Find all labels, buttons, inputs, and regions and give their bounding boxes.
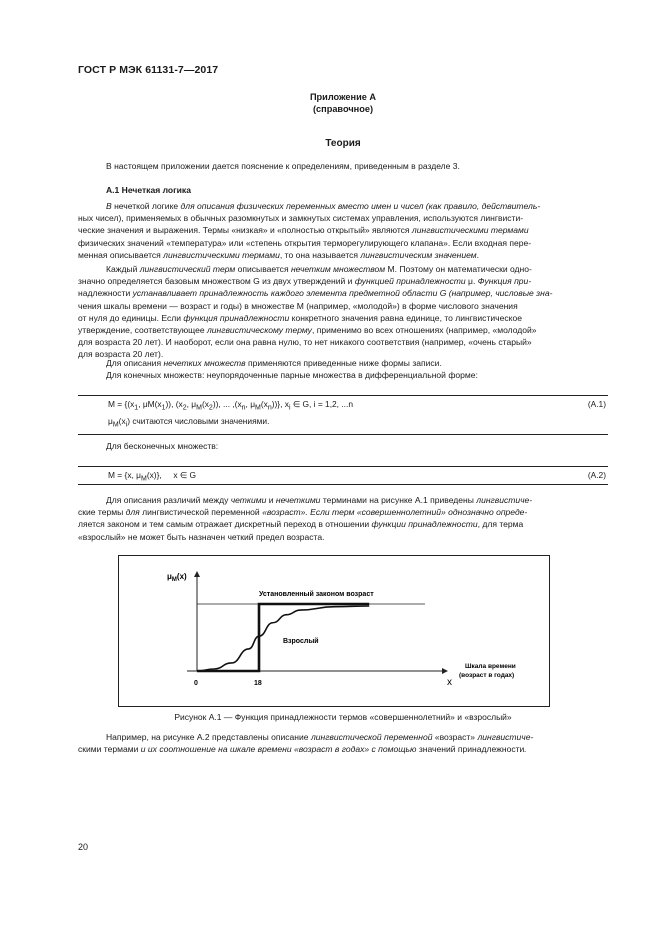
text-line xyxy=(78,312,608,324)
text-line xyxy=(78,731,608,743)
text-run: М. Поэтому он математически одно- xyxy=(385,264,532,274)
text-run: менная описывается xyxy=(78,249,164,260)
page-number: 20 xyxy=(78,842,89,852)
italic-term: В xyxy=(106,201,115,211)
text-run: ческие значения и выражения. Термы «низкая» и «полностью открытый» являются xyxy=(78,225,412,236)
italic-term: для xyxy=(123,507,143,518)
italic-term: . xyxy=(524,744,527,755)
text-run: значно определяется базовым множеством G из двух утверждений и xyxy=(78,276,355,287)
text-line xyxy=(78,743,608,755)
text-run: надлежности xyxy=(78,288,131,299)
paragraph-2 xyxy=(78,263,608,361)
text-run: Например, на рисунке А.2 представлены описание xyxy=(106,732,311,742)
formula-a1-note: $\mu_M(x_i)$ считаются числовыми значениями. xyxy=(108,416,270,429)
text-run: μ. xyxy=(465,276,478,287)
text-run: чения шкалы времени — возраст и годы) в множестве М (например, «молодой») в форме числового значения xyxy=(78,300,518,311)
text-line xyxy=(78,531,608,543)
text-run: «взрослый» не может быть назначен четкий предел возраста. xyxy=(78,531,325,542)
appendix-heading: Теория xyxy=(325,138,361,149)
text-line xyxy=(78,200,608,212)
text-run: для возраста 20 лет). xyxy=(78,349,164,360)
text-line xyxy=(78,249,608,261)
tick-label-18: 18 xyxy=(254,680,262,687)
text-run: нечеткой логике xyxy=(114,201,179,211)
text-run: описывается xyxy=(235,264,291,274)
document-header: ГОСТ Р МЭК 61131-7—2017 xyxy=(78,64,219,76)
text-line xyxy=(78,518,608,530)
formula-a2: М = {x, $\mu_M(x)$}, x ∈ G xyxy=(108,470,197,483)
text-run: лингвистической переменной xyxy=(142,507,260,518)
text-line xyxy=(78,275,608,287)
text-run: конкретного значения равна единице, то лингвистическое xyxy=(289,312,522,323)
figure-a1-frame xyxy=(118,555,550,707)
formula-a1-number: (А.1) xyxy=(587,399,606,409)
text-run: . xyxy=(476,249,480,260)
text-line xyxy=(78,263,608,275)
text-run: , то она называется xyxy=(279,249,361,260)
italic-term: лингвистическими термами xyxy=(163,249,280,260)
paragraph-1 xyxy=(78,200,608,261)
text-run: значений принадлежности xyxy=(418,744,525,755)
italic-term: нечеткими xyxy=(275,495,321,505)
text-line xyxy=(78,494,608,506)
text-line xyxy=(78,506,608,518)
text-run: утверждение, соответствующее xyxy=(78,325,207,336)
text-line xyxy=(78,357,608,369)
text-run: терминами на рисунке А.1 приведены xyxy=(320,495,477,505)
paragraph-6 xyxy=(78,494,608,543)
italic-term: лингвистическому терму xyxy=(206,325,312,336)
formula-a2-number: (А.2) xyxy=(587,470,606,480)
text-run: Каждый xyxy=(106,264,140,274)
text-run: от нуля до единицы. Если xyxy=(78,312,184,323)
x-axis-label: x xyxy=(447,677,452,688)
italic-term: лингвистический терм xyxy=(139,264,236,274)
text-run: Для описания xyxy=(106,358,164,368)
italic-term: для описания физических переменных вместо имен и чисел (как правило, действитель- xyxy=(178,201,541,211)
italic-term: и их соотношение на шкале времени «возраст в годах» с помощью xyxy=(138,744,419,755)
text-line xyxy=(78,212,608,224)
text-line xyxy=(78,324,608,336)
italic-term: устанавливает принадлежность каждого элемента предметной области G (например, числовые зна- xyxy=(130,288,553,299)
text-run: , применимо во всех отношениях (например, «молодой» xyxy=(311,325,537,336)
scale-label-line1: Шкала времени xyxy=(465,663,516,670)
italic-term: функцией принадлежности xyxy=(354,276,466,287)
text-line xyxy=(78,224,608,236)
y-axis-label: $\mu_M(x)$ xyxy=(167,572,187,583)
formula-a1-box xyxy=(78,395,608,435)
intro-paragraph: В настоящем приложении дается пояснение к определениям, приведенным в разделе 3. xyxy=(106,161,460,171)
italic-term: Функция при- xyxy=(477,276,532,287)
text-run: физических значений «температура» или «степень открытия терморегулирующего клапана». Если входная пере- xyxy=(78,237,532,248)
text-run: ных чисел), применяемых в обычных разомкнутых и замкнутых системах управления, используются лингвисти- xyxy=(78,213,524,224)
italic-term: лингвистиче- xyxy=(476,495,533,505)
italic-term: лингвистиче- xyxy=(477,732,534,742)
italic-term: четкими xyxy=(230,495,267,505)
appendix-subtitle: (справочное) xyxy=(312,104,373,114)
text-run: ляется законом и тем самым отражает дискретный переход в отношении xyxy=(78,519,372,530)
section-title: А.1 Нечеткая логика xyxy=(106,185,191,195)
label-adult: Взрослый xyxy=(283,638,319,645)
membership-chart xyxy=(119,556,549,706)
appendix-title: Приложение А xyxy=(309,92,377,102)
paragraph-3 xyxy=(78,357,608,369)
text-run: и xyxy=(266,495,276,505)
scale-label-line2: (возраст в годах) xyxy=(459,672,515,679)
italic-term: «возраст». Если терм «совершеннолетний» однозначно опреде- xyxy=(259,507,528,518)
paragraph-7 xyxy=(78,731,608,755)
text-run: скими термами xyxy=(78,744,139,755)
tick-label-0: 0 xyxy=(194,680,198,687)
text-run: Для описания различий между xyxy=(106,495,231,505)
text-run: «возраст» xyxy=(432,732,478,742)
text-run: , для терма xyxy=(477,519,524,530)
italic-term: нечетким множеством xyxy=(290,264,386,274)
paragraph-5: Для бесконечных множеств: xyxy=(106,441,219,451)
formula-a1: $М = \{(x_1$, $\mu М(x_1)$), ($x_2$, $\mu_M(x_2)$), ... $,(x_n$, $\mu_M(x_n)$)}, $x_i$ ∈ G, i = 1,2, ...n xyxy=(108,399,353,412)
formula-a2-box xyxy=(78,466,608,485)
italic-term: лингвистической переменной xyxy=(310,732,433,742)
label-legal-age: Установленный законом возраст xyxy=(259,591,374,598)
italic-term: нечетких множеств xyxy=(163,358,246,368)
italic-term: лингвистическим значением xyxy=(360,249,477,260)
text-run: для возраста 20 лет). И наоборот, если она равна нулю, то нет никакого соответствия (например, «очень старый» xyxy=(78,337,532,348)
italic-term: лингвистическими термами xyxy=(411,225,529,236)
italic-term: функция принадлежности xyxy=(183,312,290,323)
text-line xyxy=(78,237,608,249)
text-run: применяются приведенные ниже формы записи. xyxy=(245,358,442,368)
figure-caption: Рисунок А.1 — Функция принадлежности термов «совершеннолетний» и «взрослый» xyxy=(174,712,512,722)
italic-term: функции принадлежности xyxy=(371,519,478,530)
text-run: ские термы xyxy=(78,507,124,518)
paragraph-4: Для конечных множеств: неупорядоченные парные множества в дифференциальной форме: xyxy=(106,370,478,380)
text-line xyxy=(78,336,608,348)
text-line xyxy=(78,300,608,312)
text-line xyxy=(78,287,608,299)
